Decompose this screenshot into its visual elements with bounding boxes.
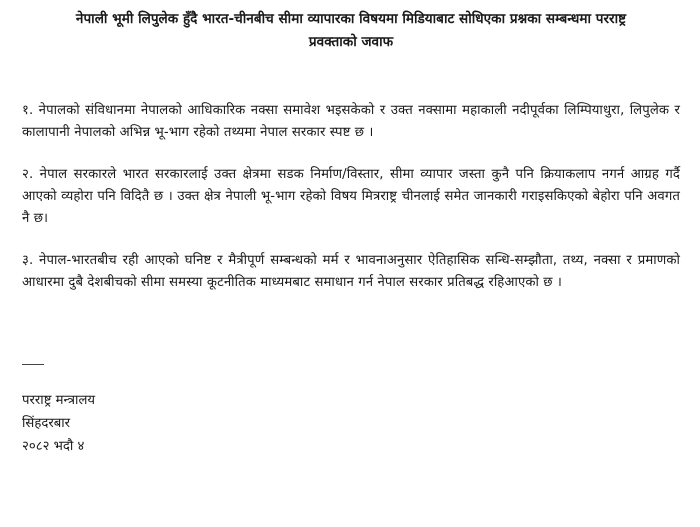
issuing-place: सिंहदरबार [22,416,71,431]
paragraph-2: २. नेपाल सरकारले भारत सरकारलाई उक्त क्षेत्रमा सडक निर्माण/विस्तार, सीमा व्यापार जस्ता कुनै पनि क्रियाकलाप नगर्न आग्रह गर्दै आएको व्यहोरा पनि विदितै छ । उक्त क्षेत्र नेपाली भू-भाग रहेको विषय मित्रराष्ट्र चीनलाई समेत जानकारी गराइसकिएको बेहोरा पनि अवगत नै छ। [22,167,680,226]
paragraph-1: १. नेपालको संविधानमा नेपालको आधिकारिक नक्सा समावेश भइसकेको र उक्त नक्सामा महाकाली नदीपूर्वका लिम्पियाधुरा, लिपुलेक र कालापानी नेपालको अभिन्न भू-भाग रहेको तथ्यमा नेपाल सरकार स्पष्ट छ । [22,103,680,140]
title-line-2: प्रवक्ताको जवाफ [308,34,394,50]
issuing-office: परराष्ट्र मन्त्रालय [22,393,96,408]
signature-divider [22,364,44,365]
title-line-1: नेपाली भूमी लिपुलेक हुँदै भारत-चीनबीच सीमा व्यापारका विषयमा मिडियाबाट सोधिएका प्रश्नका सम्बन्धमा परराष्ट्र [75,11,627,27]
signature-block [22,389,680,458]
issue-date: २०८२ भदौ ४ [22,439,85,454]
paragraph-3: ३. नेपाल-भारतबीच रही आएको घनिष्ट र मैत्रीपूर्ण सम्बन्धको मर्म र भावनाअनुसार ऐतिहासिक सन्धि-सम्झौता, तथ्य, नक्सा र प्रमाणको आधारमा दुबै देशबीचको सीमा समस्या कूटनीतिक माध्यमबाट समाधान गर्न नेपाल सरकार प्रतिबद्ध रहिआएको छ । [22,253,680,290]
statement-title [22,8,680,54]
